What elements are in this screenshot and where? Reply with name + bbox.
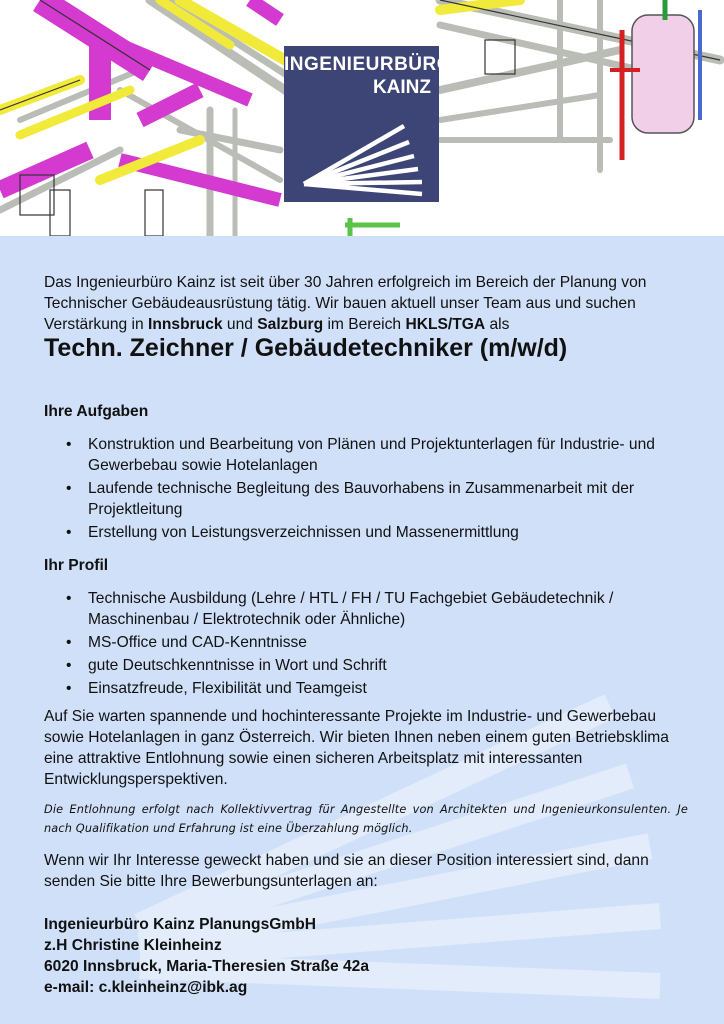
company-logo bbox=[284, 46, 453, 202]
tasks-heading: Ihre Aufgaben bbox=[44, 403, 149, 420]
contact-address: 6020 Innsbruck, Maria-Theresien Straße 42a bbox=[44, 958, 370, 975]
call-to-action: Wenn wir Ihr Interesse geweckt haben und sie an dieser Position interessiert sind, dann senden Sie bitte Ihre Bewerbungsunterlagen an: bbox=[44, 852, 649, 890]
intro-city-innsbruck: Innsbruck bbox=[148, 316, 223, 333]
storage-tank-icon bbox=[632, 15, 694, 133]
salary-note: Die Entlohnung erfolgt nach Kollektivvertrag für Angestellte von Architekten und Ingenieurkonsulenten. Je nach Qualifikation und Erfahrung ist eine Überzahlung möglich. bbox=[44, 803, 688, 835]
intro-text-3: im Bereich bbox=[323, 316, 406, 333]
list-item: • gute Deutschkenntnisse in Wort und Schrift bbox=[44, 655, 684, 676]
contact-block bbox=[44, 914, 369, 998]
contact-company: Ingenieurbüro Kainz PlanungsGmbH bbox=[44, 916, 317, 933]
intro-text-2: und bbox=[222, 316, 258, 333]
intro-field: HKLS/TGA bbox=[405, 316, 486, 333]
job-title: Techn. Zeichner / Gebäudetechniker (m/w/d) bbox=[44, 334, 568, 362]
intro-text-1: Das Ingenieurbüro Kainz ist seit über 30 Jahren erfolgreich im Bereich der Planung von Technischer Gebäudeausrüstung tätig. Wir bauen aktuell unser Team aus und suchen Verstärkung in bbox=[44, 274, 647, 333]
intro-city-salzburg: Salzburg bbox=[257, 316, 324, 333]
intro-text-4: als bbox=[485, 316, 510, 333]
header-pipe-rendering bbox=[0, 0, 724, 236]
logo-line2: KAINZ bbox=[372, 77, 431, 98]
intro-paragraph bbox=[44, 272, 688, 335]
contact-attention: z.H Christine Kleinheinz bbox=[44, 937, 222, 954]
list-item: • MS-Office und CAD-Kenntnisse bbox=[44, 632, 684, 653]
logo-wings-icon bbox=[284, 106, 439, 202]
offer-paragraph: Auf Sie warten spannende und hochinteressante Projekte im Industrie- und Gewerbebau sowie Hotelanlagen in ganz Österreich. Wir bieten Ihnen neben einem guten Betriebsklima eine attraktive Entlohnung sowie einen sicheren Arbeitsplatz mit interessanten Entwicklungsperspektiven. bbox=[44, 708, 669, 788]
list-item: • Technische Ausbildung (Lehre / HTL / FH / TU Fachgebiet Gebäudetechnik / Maschinenbau / Elektrotechnik oder Ähnliche) bbox=[44, 588, 684, 630]
contact-email[interactable]: e-mail: c.kleinheinz@ibk.ag bbox=[44, 979, 248, 996]
profile-heading: Ihr Profil bbox=[44, 557, 109, 574]
list-item: • Konstruktion und Bearbeitung von Plänen und Projektunterlagen für Industrie- und Gewerbebau sowie Hotelanlagen bbox=[44, 434, 684, 476]
list-item: • Erstellung von Leistungsverzeichnissen und Massenermittlung bbox=[44, 522, 684, 543]
job-posting bbox=[0, 236, 724, 1024]
logo-line1: INGENIEURBÜRO bbox=[284, 54, 453, 75]
list-item: • Laufende technische Begleitung des Bauvorhabens in Zusammenarbeit mit der Projektleitung bbox=[44, 478, 684, 520]
profile-list bbox=[44, 588, 684, 701]
list-item: • Einsatzfreude, Flexibilität und Teamgeist bbox=[44, 678, 684, 699]
tasks-list bbox=[44, 434, 684, 545]
